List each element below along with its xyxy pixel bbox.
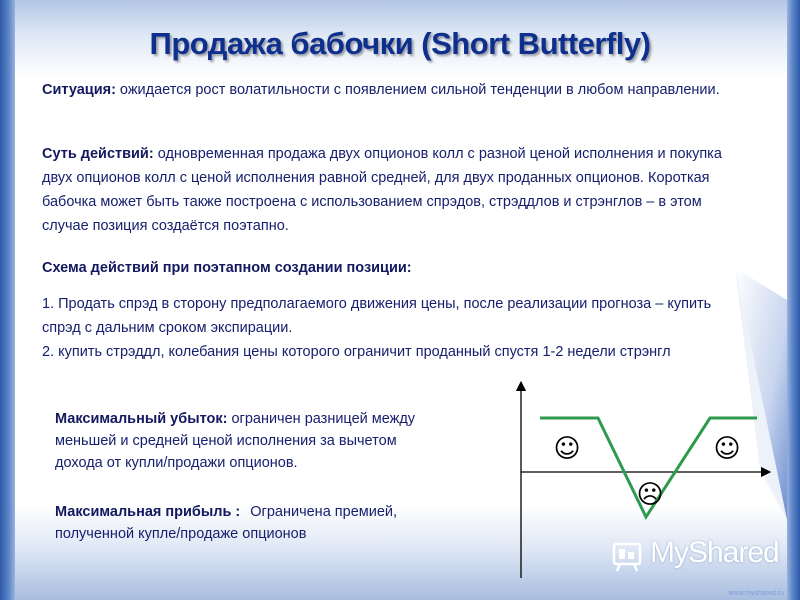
essence-text: одновременная продажа двух опционов колл с разной ценой исполнения и покупка двух опционов колл с ценой исполнения равной средней, для двух проданных опционов. Короткая бабочка может быть также построена с использованием спрэдов, стрэддлов и стрэнглов – в этом случае позиция создаётся поэтапно. (42, 146, 722, 234)
corner-link[interactable]: www.myshared.ru (728, 590, 784, 597)
scheme-step-1: 1. Продать спрэд в сторону предполагаемого движения цены, после реализации прогноза – купить спрэд с дальним сроком экспирации. (42, 296, 712, 336)
frown-face: ☹ (636, 480, 664, 510)
situation-text: ожидается рост волатильности с появлением сильной тенденции в любом направлении. (115, 82, 720, 98)
max-profit-label: Максимальная прибыль : (55, 504, 241, 520)
essence-label: Суть действий: (42, 146, 154, 162)
watermark-text: MyShared (650, 536, 779, 569)
max-loss-label: Максимальный убыток: (55, 411, 228, 427)
max-loss-text: ограничен разницей между меньшей и средней ценой исполнения за вычетом дохода от купли/продажи опционов. (55, 411, 416, 471)
smile-face-left: ☺ (553, 434, 581, 464)
smile-face-right: ☺ (713, 434, 741, 464)
max-profit-text: Ограничена премией, полученной купле/продаже опционов (55, 504, 398, 542)
scheme-step-2: 2. купить стрэддл, колебания цены которого ограничит проданный спустя 1-2 недели стрэнгл (42, 344, 671, 360)
slide-title: Продажа бабочки (Short Butterfly) (149, 26, 651, 61)
situation-label: Ситуация: (42, 82, 116, 98)
scheme-heading: Схема действий при поэтапном создании позиции: (42, 260, 412, 276)
